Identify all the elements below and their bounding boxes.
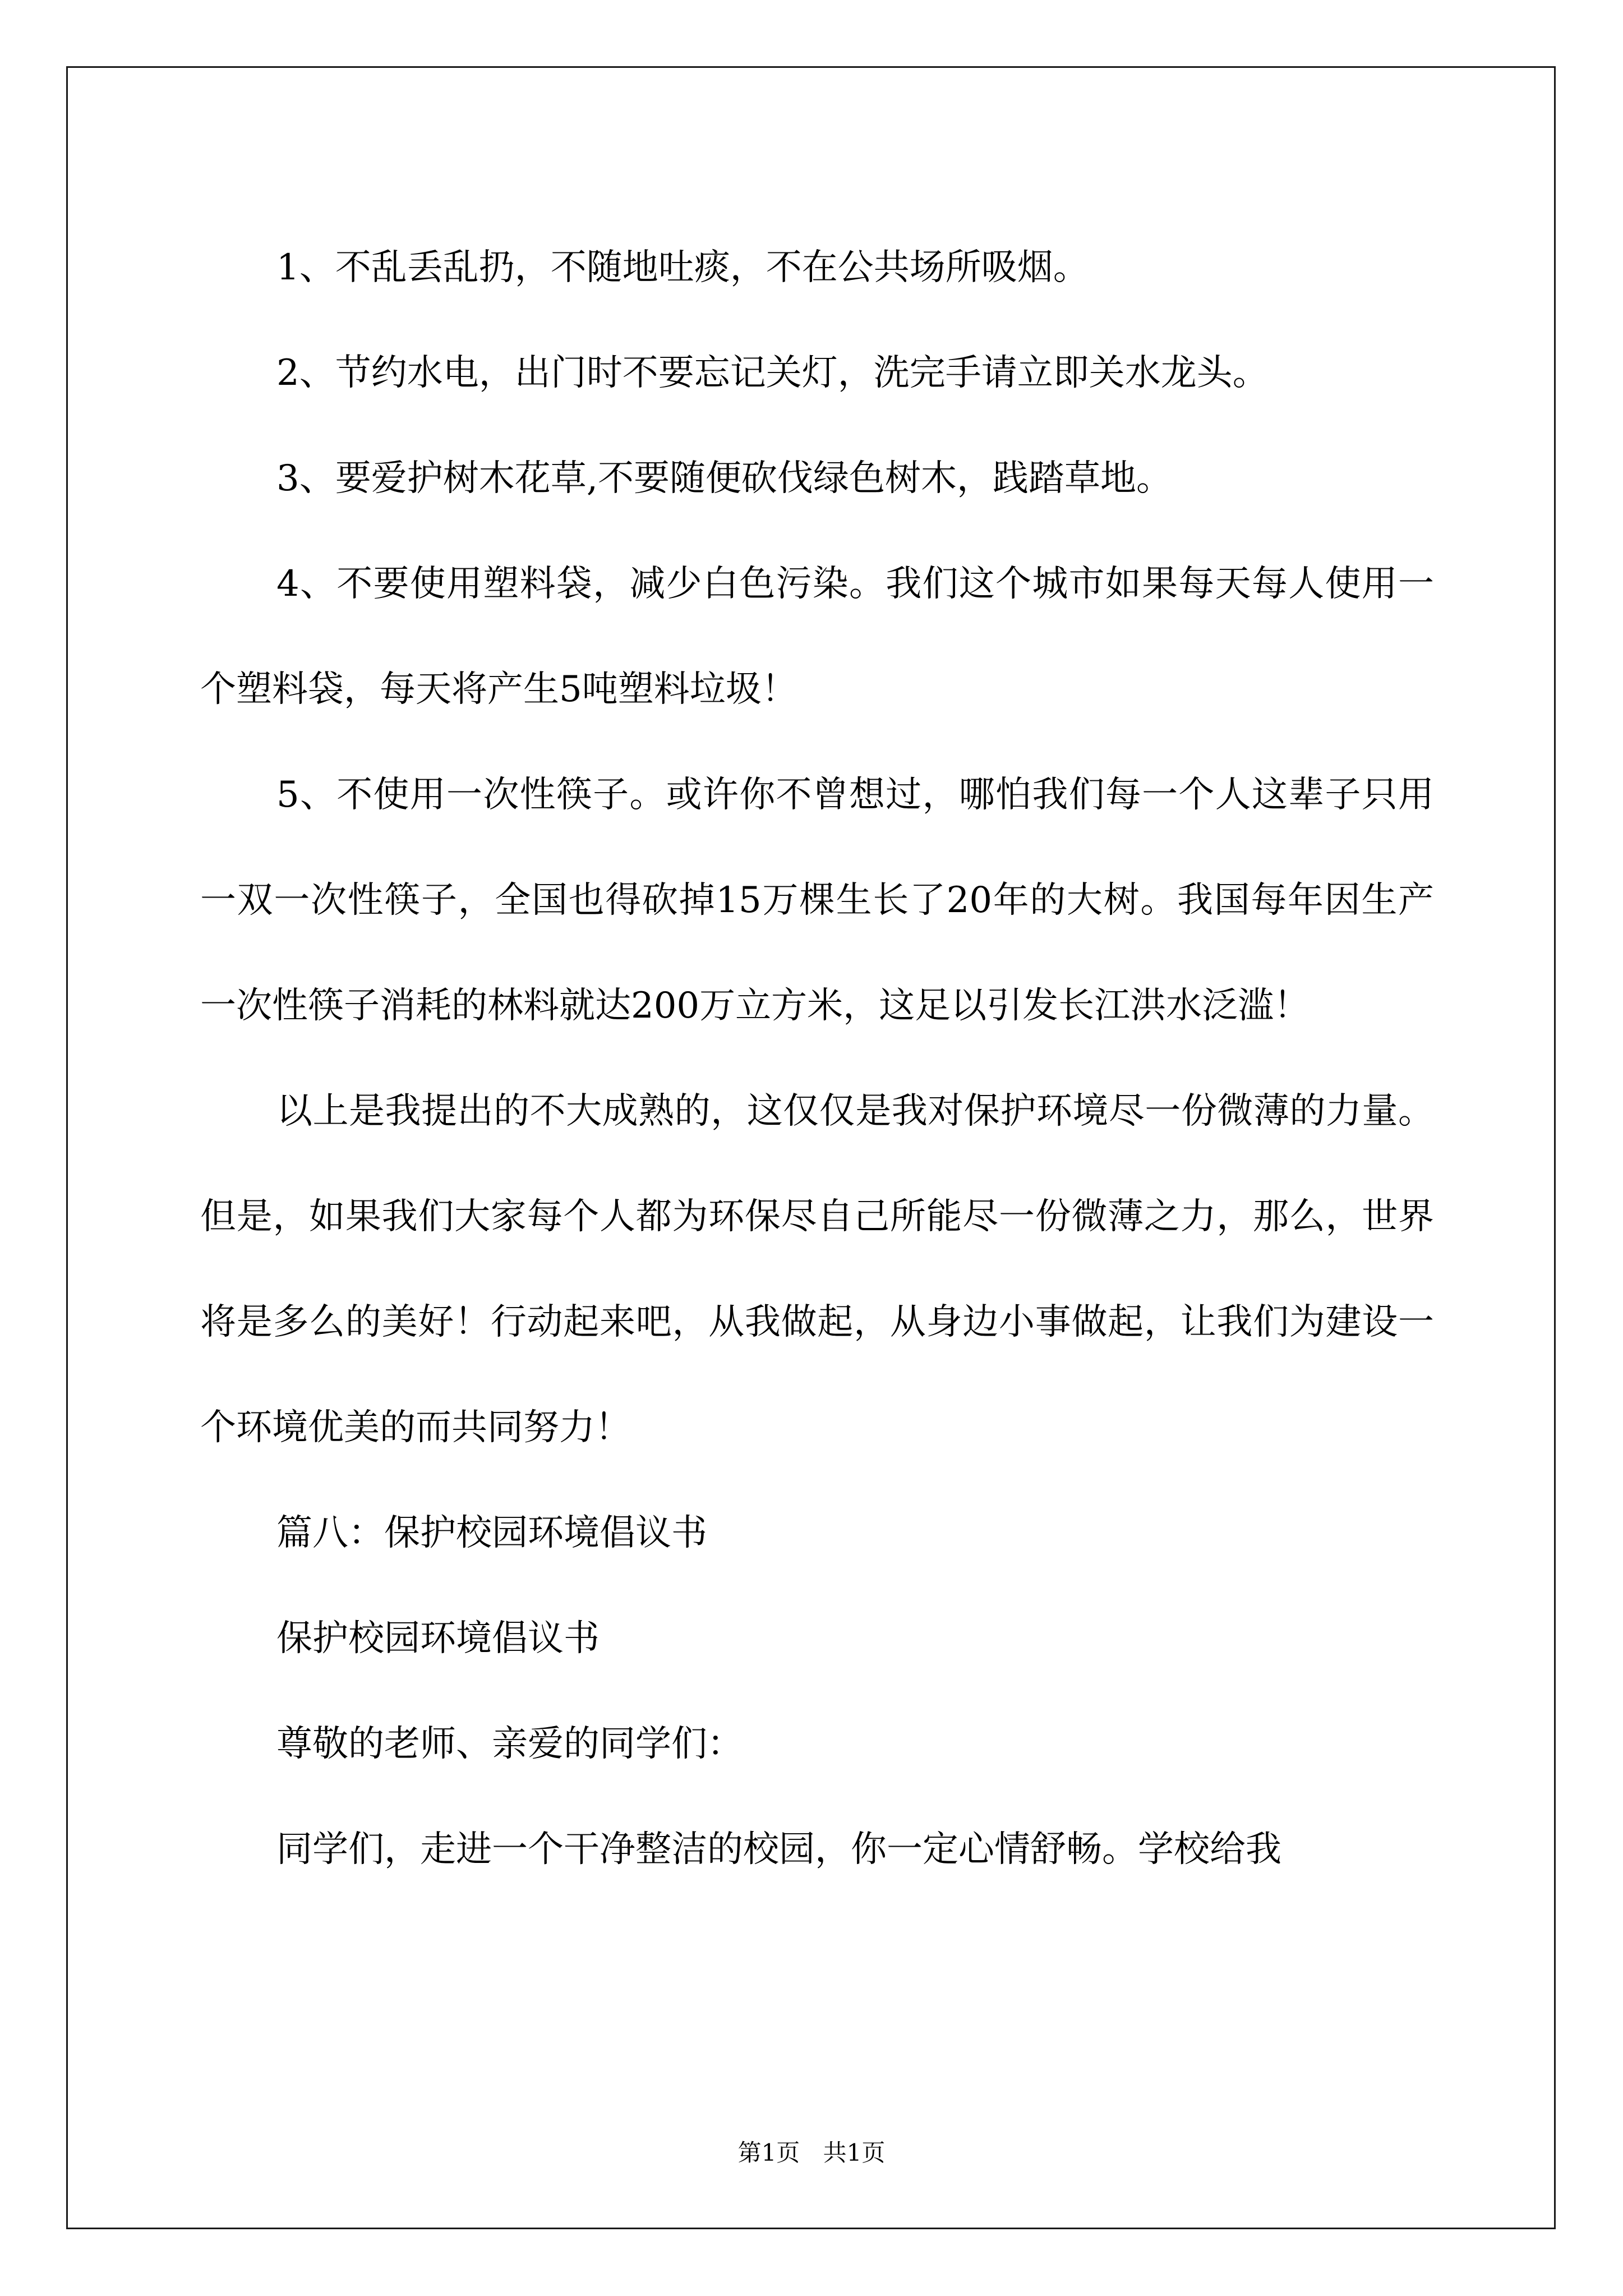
page-footer: [0, 2134, 1623, 2168]
page-number-current: 第1页: [737, 2139, 800, 2166]
salutation: 尊敬的老师、亲爱的同学们：: [276, 1723, 743, 1765]
paragraph-item-4: 4、不要使用塑料袋，减少白色污染。我们这个城市如果每天每人使用一个塑料袋，每天将产生5吨塑料垃圾！: [200, 563, 1434, 710]
paragraph-item-1: 1、不乱丢乱扔，不随地吐痰，不在公共场所吸烟。: [276, 247, 1089, 288]
paragraph-item-2: 2、节约水电，出门时不要忘记关灯，洗完手请立即关水龙头。: [276, 352, 1269, 394]
document-body: [200, 215, 1434, 1902]
paragraph-conclusion: 以上是我提出的不大成熟的，这仅仅是我对保护环境尽一份微薄的力量。但是，如果我们大家每个人都为环保尽自己所能尽一份微薄之力，那么，世界将是多么的美好！行动起来吧，从我做起，从身边小事做起，让我们为建设一个环境优美的而共同努力！: [200, 1091, 1434, 1448]
section-heading: 篇八：保护校园环境倡议书: [276, 1512, 707, 1554]
document-title: 保护校园环境倡议书: [276, 1618, 600, 1659]
page-number-total: 共1页: [823, 2139, 886, 2166]
paragraph-item-5: 5、不使用一次性筷子。或许你不曾想过，哪怕我们每一个人这辈子只用一双一次性筷子，全国也得砍掉15万棵生长了20年的大树。我国每年因生产一次性筷子消耗的林料就达200万立方米，这足以引发长江洪水泛滥！: [200, 774, 1434, 1027]
paragraph-item-3: 3、要爱护树木花草,不要随便砍伐绿色树木，践踏草地。: [276, 458, 1173, 499]
paragraph-intro: 同学们，走进一个干净整洁的校园，你一定心情舒畅。学校给我: [276, 1829, 1281, 1870]
